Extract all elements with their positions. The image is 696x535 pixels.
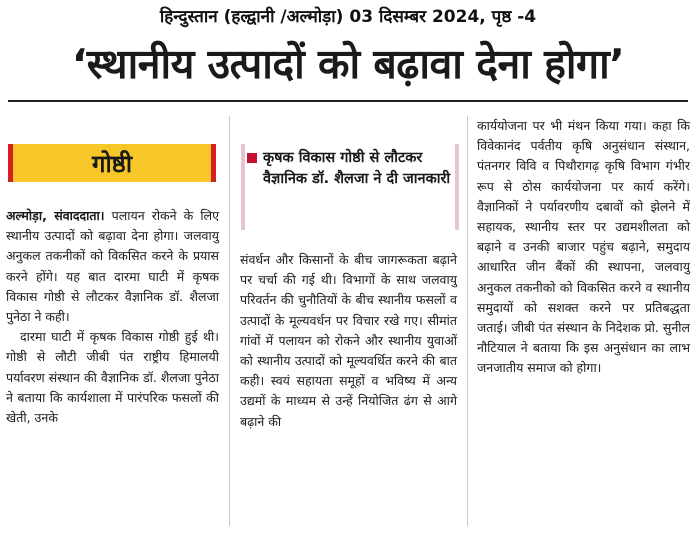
article-column-2 [240,250,457,432]
dateline: अल्मोड़ा, संवाददाता। [6,208,105,223]
bullet-square-icon [247,153,257,163]
subhead-accent-bar [455,144,459,230]
article-paragraph: संवर्धन और किसानों के बीच जागरूकता बढ़ाने पर चर्चा की गई थी। विभागों के साथ जलवायु परिवर्तन की चुनौतियों के बीच स्थानीय फसलों व उत्पादों के मूल्यवर्धन पर विचार रखे गए। सीमांत गांवों में पलायन को रोकने और स्थानीय युवाओं को स्थानीय उत्पादों को मूल्यवर्धित करने की बात कही। स्वयं सहायता समूहों व भविष्य में अन्य उद्यमों के माध्यम से उन्हें नियोजित ढंग से आगे बढ़ाने की [240,252,457,429]
article-paragraph [6,206,219,327]
label-accent-bar [8,144,13,182]
article-paragraph: कार्ययोजना पर भी मंथन किया गया। कहा कि विवेकानंद पर्वतीय कृषि अनुसंधान संस्थान, पंतनगर विवि व पिथौरागढ़ कृषि विभाग गंभीर रूप से ठोस कार्ययोजना पर कार्य करेंगे। वैज्ञानिकों ने पर्यावरणीय दबावों को झेलने में सहायक, स्थानीय स्तर पर उद्यमशीलता को बढ़ाने व उनकी बाजार पहुंच बढ़ाने, समुदाय आधारित जीन बैंकों की स्थापना, जलवायु अनुकल तकनीको को विकसित करने व स्थानीय समुदायों को सशक्त करने पर प्रतिबद्धता जताई। जीबी पंत संस्थान के निदेशक प्रो. सुनील नौटियाल ने बताया कि इस अनुसंधान का लाभ जनजातीय समाज को होगा। [477,118,690,376]
newspaper-source-line: हिन्दुस्तान (हल्द्वानी /अल्मोड़ा) 03 दिसम्बर 2024, पृष्ठ -4 [159,7,537,27]
article-paragraph: दारमा घाटी में कृषक विकास गोष्ठी हुई थी। गोष्ठी से लौटी जीबी पंत राष्ट्रीय हिमालयी पर्यावरण संस्थान की वैज्ञानिक डॉ. शैलजा पुनेठा ने बताया कि कार्यशाला में पारंपरिक फसलों की खेती, उनके [6,329,219,426]
headline: ‘स्थानीय उत्पादों को बढ़ावा देना होगा’ [71,40,625,88]
column-separator [229,116,230,526]
label-accent-bar [211,144,216,182]
article-column-1 [6,206,219,428]
section-label-box [8,144,216,182]
subheadline [245,148,453,190]
article-column-3 [477,116,690,379]
subheadline-text: कृषक विकास गोष्ठी से लौटकर वैज्ञानिक डॉ. शैलजा ने दी जानकारी [263,150,451,187]
column-separator [467,116,468,526]
section-label: गोष्ठी [91,149,133,178]
paragraph-text: पलायन रोकने के लिए स्थानीय उत्पादों को बढ़ावा देना होगा। जलवायु अनुकल तकनीकों को विकसित करने के प्रयास करने होंगे। यह बात दारमा घाटी में कृषक विकास गोष्ठी से लौटकर वैज्ञानिक डॉ. शैलजा पुनेठा ने कही। [6,208,219,325]
headline-rule [8,100,688,102]
